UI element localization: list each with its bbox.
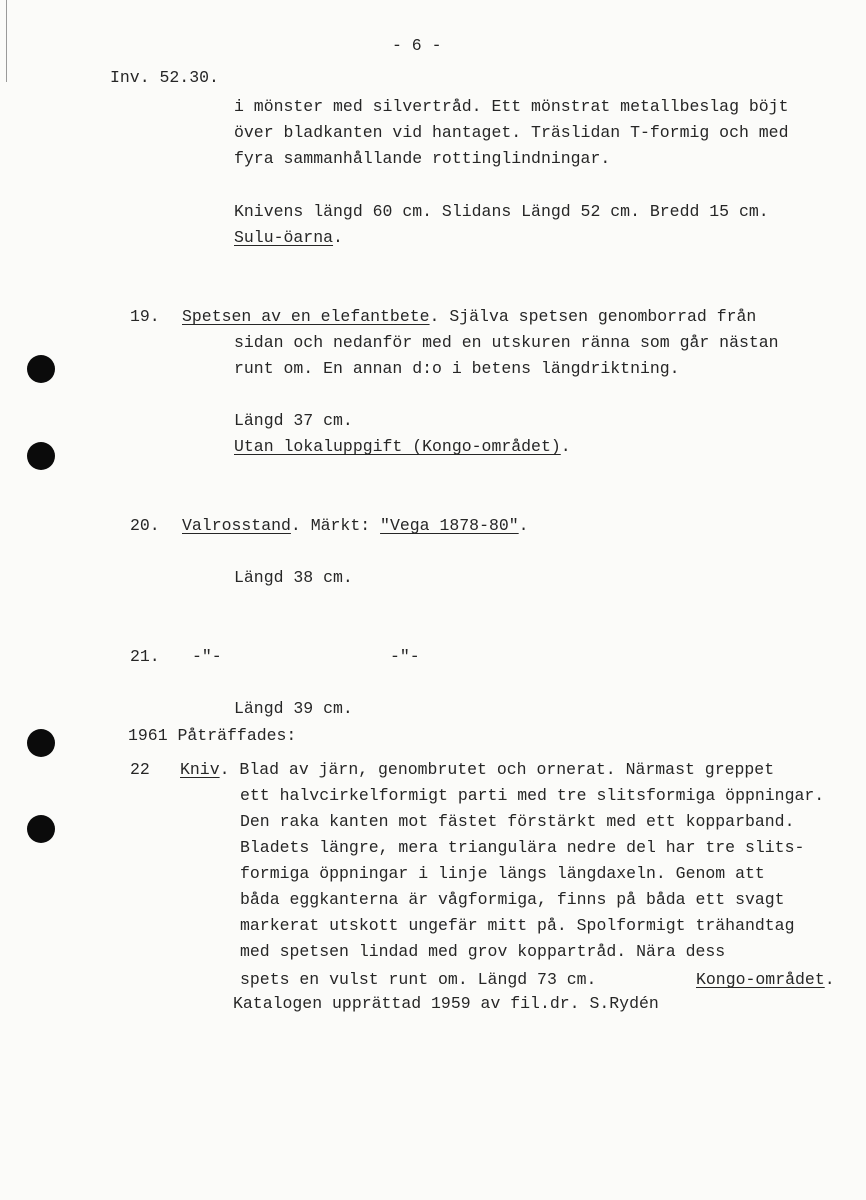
- entry22-origin: Kongo-området: [696, 970, 825, 989]
- punch-hole: [27, 355, 55, 383]
- entry20-number: 20.: [130, 516, 160, 535]
- entry21-number: 21.: [130, 647, 160, 666]
- entry19-first-line: Spetsen av en elefantbete. Själva spetsen genomborrad från: [182, 307, 757, 326]
- entry21-measure: Längd 39 cm.: [234, 699, 353, 718]
- entry19-title: Spetsen av en elefantbete: [182, 307, 430, 326]
- entry19-line: runt om. En annan d:o i betens längdriktning.: [234, 359, 680, 378]
- entry20-measure: Längd 38 cm.: [234, 568, 353, 587]
- entry18-origin-line: Sulu-öarna.: [234, 228, 343, 247]
- entry18-measure: Knivens längd 60 cm. Slidans Längd 52 cm. Bredd 15 cm.: [234, 202, 769, 221]
- entry22-first-line: Kniv. Blad av järn, genombrutet och ornerat. Närmast greppet: [180, 760, 775, 779]
- page-number: - 6 -: [392, 36, 442, 55]
- entry22-origin-line: Kongo-området.: [696, 970, 835, 989]
- catalog-note: Katalogen upprättad 1959 av fil.dr. S.Rydén: [233, 994, 659, 1013]
- punch-hole: [27, 729, 55, 757]
- entry21-ditto: -"-: [390, 647, 420, 666]
- entry22-number: 22: [130, 760, 150, 779]
- entry22-line: Bladets längre, mera triangulära nedre del har tre slits-: [240, 838, 805, 857]
- entry20-marked: "Vega 1878-80": [380, 516, 519, 535]
- entry19-line: sidan och nedanför med en utskuren ränna som går nästan: [234, 333, 779, 352]
- entry19-measure: Längd 37 cm.: [234, 411, 353, 430]
- entry22-line: båda eggkanterna är vågformiga, finns på båda ett svagt: [240, 890, 785, 909]
- entry20-line: Valrosstand. Märkt: "Vega 1878-80".: [182, 516, 529, 535]
- entry19-origin: Utan lokaluppgift (Kongo-området): [234, 437, 561, 456]
- found-heading: 1961 Påträffades:: [128, 726, 297, 745]
- entry21-ditto: -"-: [192, 647, 222, 666]
- punch-hole: [27, 442, 55, 470]
- page-edge-line: [6, 0, 7, 82]
- entry22-line: markerat utskott ungefär mitt på. Spolformigt trähandtag: [240, 916, 795, 935]
- entry22-line: formiga öppningar i linje längs längdaxeln. Genom att: [240, 864, 765, 883]
- entry18-line: i mönster med silvertråd. Ett mönstrat metallbeslag böjt: [234, 97, 789, 116]
- inventory-number: Inv. 52.30.: [110, 68, 219, 87]
- entry22-line: med spetsen lindad med grov koppartråd. Nära dess: [240, 942, 726, 961]
- entry22-last-line: spets en vulst runt om. Längd 73 cm.: [240, 970, 597, 989]
- entry19-origin-line: Utan lokaluppgift (Kongo-området).: [234, 437, 571, 456]
- entry22-title: Kniv: [180, 760, 220, 779]
- punch-hole: [27, 815, 55, 843]
- entry20-title: Valrosstand: [182, 516, 291, 535]
- entry22-line: Den raka kanten mot fästet förstärkt med ett kopparband.: [240, 812, 795, 831]
- entry19-number: 19.: [130, 307, 160, 326]
- entry22-line: ett halvcirkelformigt parti med tre slitsformiga öppningar.: [240, 786, 825, 805]
- entry18-line: över bladkanten vid hantaget. Träslidan T-formig och med: [234, 123, 789, 142]
- entry18-origin: Sulu-öarna: [234, 228, 334, 247]
- entry18-line: fyra sammanhållande rottinglindningar.: [234, 149, 611, 168]
